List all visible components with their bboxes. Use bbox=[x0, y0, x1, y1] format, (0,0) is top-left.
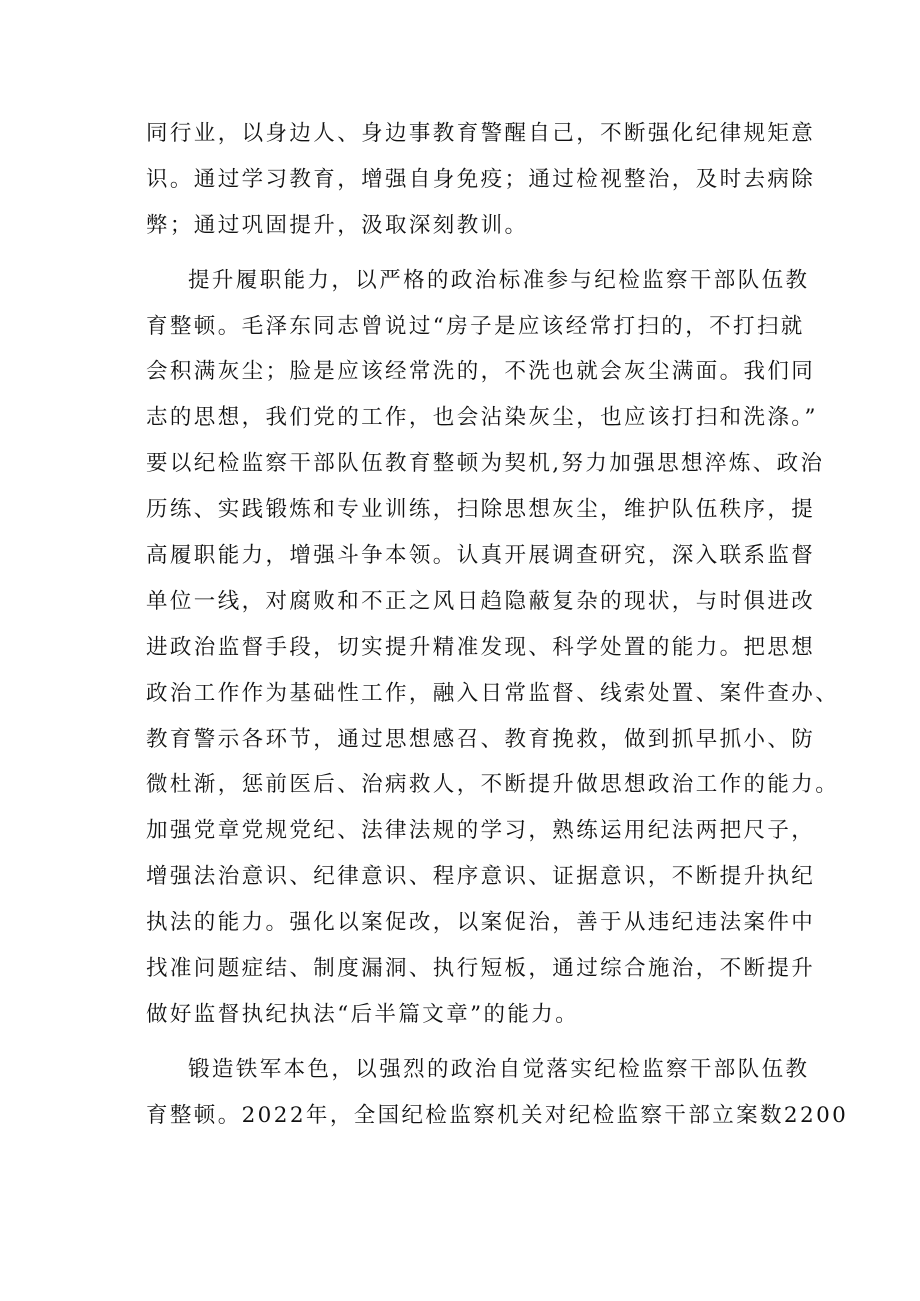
text-line: 会积满灰尘；脸是应该经常洗的，不洗也就会灰尘满面。我们同 bbox=[146, 359, 816, 385]
paragraph-2 bbox=[146, 258, 840, 1038]
paragraph-3 bbox=[146, 1047, 849, 1139]
text-line: 育整顿。毛泽东同志曾说过“房子是应该经常打扫的，不打扫就 bbox=[146, 313, 805, 339]
text-line: 单位一线，对腐败和不正之风日趋隐蔽复杂的现状，与时俱进改 bbox=[146, 588, 816, 614]
text-line: 提升履职能力，以严格的政治标准参与纪检监察干部队伍教 bbox=[188, 267, 810, 293]
document-body bbox=[146, 111, 849, 1139]
text-line: 找准问题症结、制度漏洞、执行短板，通过综合施治，不断提升 bbox=[146, 956, 816, 982]
text-line: 进政治监督手段，切实提升精准发现、科学处置的能力。把思想 bbox=[146, 634, 816, 660]
text-line: 锻造铁军本色，以强烈的政治自觉落实纪检监察干部队伍教 bbox=[188, 1056, 810, 1082]
text-line: 志的思想，我们党的工作，也会沾染灰尘，也应该打扫和洗涤。” bbox=[146, 405, 818, 431]
text-line: 增强法治意识、纪律意识、程序意识、证据意识，不断提升执纪 bbox=[146, 864, 816, 890]
text-line: 加强党章党规党纪、法律法规的学习，熟练运用纪法两把尺子， bbox=[146, 818, 816, 844]
text-line: 做好监督执纪执法“后半篇文章”的能力。 bbox=[146, 1001, 580, 1027]
text-line: 执法的能力。强化以案促改，以案促治，善于从违纪违法案件中 bbox=[146, 910, 816, 936]
text-line: 教育警示各环节，通过思想感召、教育挽救，做到抓早抓小、防 bbox=[146, 726, 816, 752]
text-line: 同行业，以身边人、身边事教育警醒自己，不断强化纪律规矩意 bbox=[146, 121, 816, 146]
paragraph-gap bbox=[146, 1038, 806, 1047]
text-line: 高履职能力，增强斗争本领。认真开展调查研究，深入联系监督 bbox=[146, 543, 816, 569]
paragraph-1 bbox=[146, 111, 816, 249]
text-line: 要以纪检监察干部队伍教育整顿为契机,努力加强思想淬炼、政治 bbox=[146, 451, 825, 477]
paragraph-gap bbox=[146, 249, 806, 258]
text-line: 微杜渐，惩前医后、治病救人，不断提升做思想政治工作的能力。 bbox=[146, 772, 840, 798]
text-line: 识。通过学习教育，增强自身免疫；通过检视整治，及时去病除 bbox=[146, 166, 816, 192]
text-line: 政治工作作为基础性工作，融入日常监督、线索处置、案件查办、 bbox=[146, 680, 840, 706]
text-line: 弊；通过巩固提升，汲取深刻教训。 bbox=[146, 212, 529, 238]
text-line: 育整顿。2022年，全国纪检监察机关对纪检监察干部立案数2200 bbox=[146, 1102, 849, 1128]
text-line: 历练、实践锻炼和专业训练，扫除思想灰尘，维护队伍秩序，提 bbox=[146, 497, 816, 523]
